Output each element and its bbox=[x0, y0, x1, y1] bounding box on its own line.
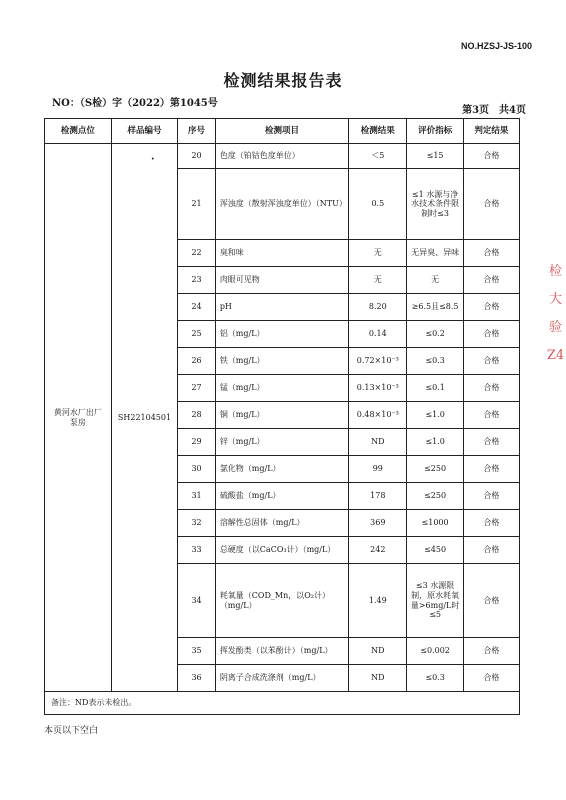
test-item: 铝（mg/L） bbox=[215, 321, 348, 348]
test-result: 242 bbox=[349, 537, 407, 564]
verdict: 合格 bbox=[463, 348, 519, 375]
limit: 无 bbox=[407, 267, 463, 294]
row-no: 25 bbox=[178, 321, 216, 348]
test-item: pH bbox=[215, 294, 348, 321]
verdict: 合格 bbox=[463, 456, 519, 483]
row-no: 27 bbox=[178, 375, 216, 402]
table-header-row bbox=[45, 119, 520, 144]
verdict: 合格 bbox=[463, 638, 519, 665]
verdict: 合格 bbox=[463, 169, 519, 240]
test-item: 硫酸盐（mg/L） bbox=[215, 483, 348, 510]
test-result: 无 bbox=[349, 240, 407, 267]
page-title: 检测结果报告表 bbox=[223, 71, 343, 90]
test-result: ＜5 bbox=[349, 144, 407, 169]
test-result: 0.48×10⁻³ bbox=[349, 402, 407, 429]
row-no: 33 bbox=[178, 537, 216, 564]
row-no: 31 bbox=[178, 483, 216, 510]
test-item: 色度（铂钴色度单位） bbox=[215, 144, 348, 169]
verdict: 合格 bbox=[463, 483, 519, 510]
test-item: 铁（mg/L） bbox=[215, 348, 348, 375]
limit: ≤15 bbox=[407, 144, 463, 169]
test-item: 锌（mg/L） bbox=[215, 429, 348, 456]
col-header: 检测结果 bbox=[349, 119, 407, 144]
col-header: 判定结果 bbox=[463, 119, 519, 144]
table-note: 备注：ND表示未检出。 bbox=[45, 692, 520, 715]
sample-id: SH22104501 bbox=[111, 144, 178, 692]
test-result: ND bbox=[349, 638, 407, 665]
limit: ≤1.0 bbox=[407, 429, 463, 456]
test-item: 总硬度（以CaCO₃计）（mg/L） bbox=[215, 537, 348, 564]
blank-below-note: 本页以下空白 bbox=[44, 726, 99, 736]
col-header: 检测点位 bbox=[45, 119, 112, 144]
test-item: 肉眼可见物 bbox=[215, 267, 348, 294]
verdict: 合格 bbox=[463, 510, 519, 537]
page-indicator: 第3页 共4页 bbox=[462, 105, 526, 116]
limit: ≤0.002 bbox=[407, 638, 463, 665]
row-no: 29 bbox=[178, 429, 216, 456]
test-result: 369 bbox=[349, 510, 407, 537]
col-header: 样品编号 bbox=[111, 119, 178, 144]
report-reference: NO：（S检）字（2022）第1045号 bbox=[52, 98, 218, 109]
test-item: 锰（mg/L） bbox=[215, 375, 348, 402]
limit: ≤1.0 bbox=[407, 402, 463, 429]
col-header: 序号 bbox=[178, 119, 216, 144]
row-no: 22 bbox=[178, 240, 216, 267]
col-header: 评价指标 bbox=[407, 119, 463, 144]
limit: ≤1000 bbox=[407, 510, 463, 537]
results-table bbox=[44, 118, 520, 715]
verdict: 合格 bbox=[463, 537, 519, 564]
test-item: 氯化物（mg/L） bbox=[215, 456, 348, 483]
verdict: 合格 bbox=[463, 267, 519, 294]
row-no: 28 bbox=[178, 402, 216, 429]
limit: ≤0.3 bbox=[407, 348, 463, 375]
row-no: 35 bbox=[178, 638, 216, 665]
row-no: 21 bbox=[178, 169, 216, 240]
test-result: 178 bbox=[349, 483, 407, 510]
verdict: 合格 bbox=[463, 144, 519, 169]
row-no: 32 bbox=[178, 510, 216, 537]
limit: ≤0.1 bbox=[407, 375, 463, 402]
partial-seal-stamp: 检 大 验 Z4 bbox=[546, 264, 565, 363]
limit: ≤3 水源限制，原水耗氧量>6mg/L时≤5 bbox=[407, 564, 463, 638]
limit: ≤0.3 bbox=[407, 665, 463, 692]
verdict: 合格 bbox=[463, 294, 519, 321]
test-item: 阴离子合成洗涤剂（mg/L） bbox=[215, 665, 348, 692]
test-result: 0.72×10⁻³ bbox=[349, 348, 407, 375]
limit: ≤1 水源与净水技术条件限制时≤3 bbox=[407, 169, 463, 240]
test-result: ND bbox=[349, 665, 407, 692]
note-row bbox=[45, 692, 520, 715]
verdict: 合格 bbox=[463, 665, 519, 692]
limit: ≤0.2 bbox=[407, 321, 463, 348]
test-result: ND bbox=[349, 429, 407, 456]
verdict: 合格 bbox=[463, 375, 519, 402]
test-result: 1.49 bbox=[349, 564, 407, 638]
limit: 无异臭、异味 bbox=[407, 240, 463, 267]
verdict: 合格 bbox=[463, 429, 519, 456]
doc-number: NO.HZSJ-JS-100 bbox=[460, 41, 532, 51]
marker-dot: · bbox=[151, 154, 155, 165]
verdict: 合格 bbox=[463, 240, 519, 267]
test-item: 臭和味 bbox=[215, 240, 348, 267]
verdict: 合格 bbox=[463, 564, 519, 638]
test-result: 8.20 bbox=[349, 294, 407, 321]
row-no: 30 bbox=[178, 456, 216, 483]
sampling-location: 黄河水厂出厂泵房 bbox=[45, 144, 112, 692]
test-result: 无 bbox=[349, 267, 407, 294]
test-result: 0.13×10⁻³ bbox=[349, 375, 407, 402]
limit: ≤250 bbox=[407, 456, 463, 483]
limit: ≤250 bbox=[407, 483, 463, 510]
verdict: 合格 bbox=[463, 321, 519, 348]
row-no: 23 bbox=[178, 267, 216, 294]
row-no: 24 bbox=[178, 294, 216, 321]
test-result: 0.5 bbox=[349, 169, 407, 240]
test-result: 99 bbox=[349, 456, 407, 483]
limit: ≥6.5且≤8.5 bbox=[407, 294, 463, 321]
test-item: 挥发酚类（以苯酚计）（mg/L） bbox=[215, 638, 348, 665]
row-no: 20 bbox=[178, 144, 216, 169]
test-item: 铜（mg/L） bbox=[215, 402, 348, 429]
test-item: 耗氧量（COD_Mn，以O₂计）（mg/L） bbox=[215, 564, 348, 638]
row-no: 26 bbox=[178, 348, 216, 375]
test-item: 溶解性总固体（mg/L） bbox=[215, 510, 348, 537]
row-no: 34 bbox=[178, 564, 216, 638]
table-row bbox=[45, 144, 520, 169]
verdict: 合格 bbox=[463, 402, 519, 429]
limit: ≤450 bbox=[407, 537, 463, 564]
test-result: 0.14 bbox=[349, 321, 407, 348]
col-header: 检测项目 bbox=[215, 119, 348, 144]
row-no: 36 bbox=[178, 665, 216, 692]
test-item: 浑浊度（散射浑浊度单位）（NTU） bbox=[215, 169, 348, 240]
